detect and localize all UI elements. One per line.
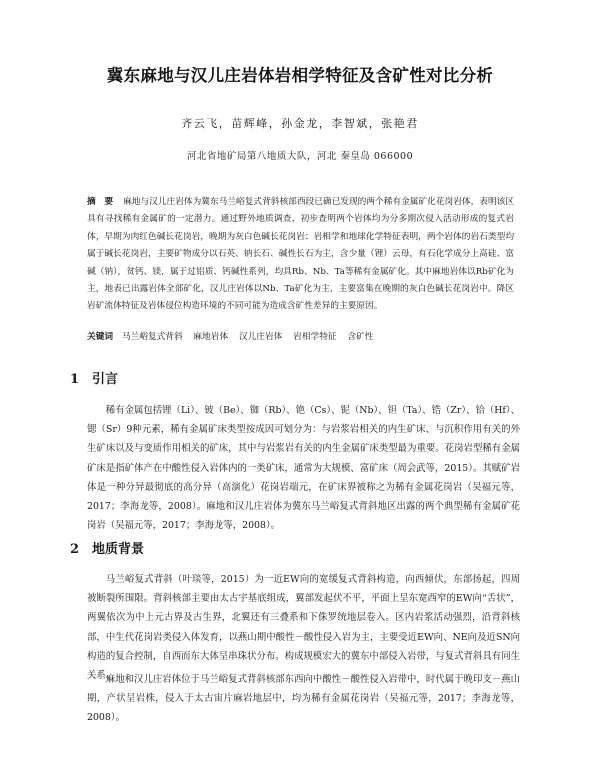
section-heading-introduction [70, 368, 118, 387]
author-affiliation: 河北省地矿局第八地质大队，河北 秦皇岛 066000 [186, 151, 414, 162]
section-number: 1 [70, 372, 80, 387]
keyword-item: 麻地岩体 [193, 332, 229, 342]
abstract-text: 麻地与汉儿庄岩体为冀东马兰峪复式背斜核部西段已确已发现的两个稀有金属矿化花岗岩体，表明该区具有寻找稀有金属矿的一定潜力。通过野外地质调查，初步查明两个岩体均为分多期次侵入活动形成的复式岩体，早期为肉红色碱长花岗岩，晚期为灰白色碱长花岗岩；岩相学和地球化学特征表明，两个岩体的岩石类型均属于碱长花岗岩，主要矿物成分以石英、钠长石、碱性长石为主，含少量（锂）云母，有石化学成分上高硅、富碱（钠），贫钙、镁，属于过铝质、钙碱性系列，均具Rb、Nb、Ta等稀有金属矿化。其中麻地岩体以Rb矿化为主，地表已出露岩体全部矿化，汉儿庄岩体以Nb、Ta矿化为主，主要富集在晚期的灰白色碱长花岗岩中。降区岩矿流体特征及岩体侵位构造环境的不同可能为造成含矿性差异的主要原因。 [87, 197, 514, 312]
paper-title: 冀东麻地与汉儿庄岩体岩相学特征及含矿性对比分析 [106, 66, 494, 85]
keyword-item: 岩相学特征 [293, 332, 337, 342]
body-paragraph: 稀有金属包括锂（Li）、铍（Be）、铷（Rb）、铯（Cs）、铌（Nb）、钽（Ta）、锆（Zr）、铪（Hf）、锶（Sr）9种元素，稀有金属矿床类型按成因可划分为：与岩浆岩相关的内生矿床、与沉积作用有关的外生矿床以及与变质作用相关的矿床，其中与岩浆岩有关的内生金属矿床类型最为重要。花岗岩型稀有金属矿床是指矿体产在中酸性侵入岩体内的一类矿床，通常为大规模、富矿床（周会武等，2015）。其赋矿岩体是一种分异最彻底的高分异（高演化）花岗岩端元，在矿床界被称之为稀有金属花岗岩（吴福元等，2017；李海龙等，2008）。麻地和汉儿庄岩体为冀东马兰峪复式背斜地区出露的两个典型稀有金属矿花岗岩（吴福元等，2017；李海龙等，2008）。 [87, 405, 520, 532]
section-number: 2 [70, 542, 80, 557]
body-paragraph: 马兰峪复式背斜（叶琰等，2015）为一近EW向的宽缓复式背斜构造，向西倾伏，东部扬起，四周被断裂所围限。背斜核部主要由太古宇基底组成，翼部发起伏不平，平面上呈东宽西窄的EW向“舌状”，两翼依次为中上元古界及古生界，北翼还有三叠系和下侏罗统地层卷入。区内岩浆活动强烈，沿背斜核部，中生代花岗岩类侵入体发育，以燕山期中酸性－酸性侵入岩为主，主要受近EW向、NE向及近SN向构造的复合控制，自西而东大体呈串珠状分布。构成规模宏大的冀东中部侵入岩带，与复式背斜具有同生关系。 [87, 574, 520, 682]
section-title: 地质背景 [92, 542, 145, 557]
section-title: 引言 [92, 372, 119, 387]
section-heading-geology [70, 538, 144, 557]
body-paragraph: 麻地和汉儿庄岩体位于马兰峪复式背斜核部东西向中酸性－酸性侵入岩带中，时代属于晚印支－燕山期，产状呈岩株，侵入于太古宙片麻岩地层中，均为稀有金属花岗岩（吴福元等，2017；李海龙等，2008）。 [87, 674, 520, 724]
keyword-item: 汉儿庄岩体 [238, 332, 283, 342]
keywords [87, 330, 514, 344]
author-list: 齐云飞，苗辉峰，孙金龙，李智斌，张艳君 [181, 117, 419, 130]
keyword-item: 含矿性 [347, 332, 374, 342]
abstract [87, 194, 514, 316]
abstract-label: 摘 要 [87, 197, 114, 207]
keyword-item: 马兰峪复式背斜 [121, 332, 183, 342]
keywords-label: 关键词 [87, 332, 114, 342]
